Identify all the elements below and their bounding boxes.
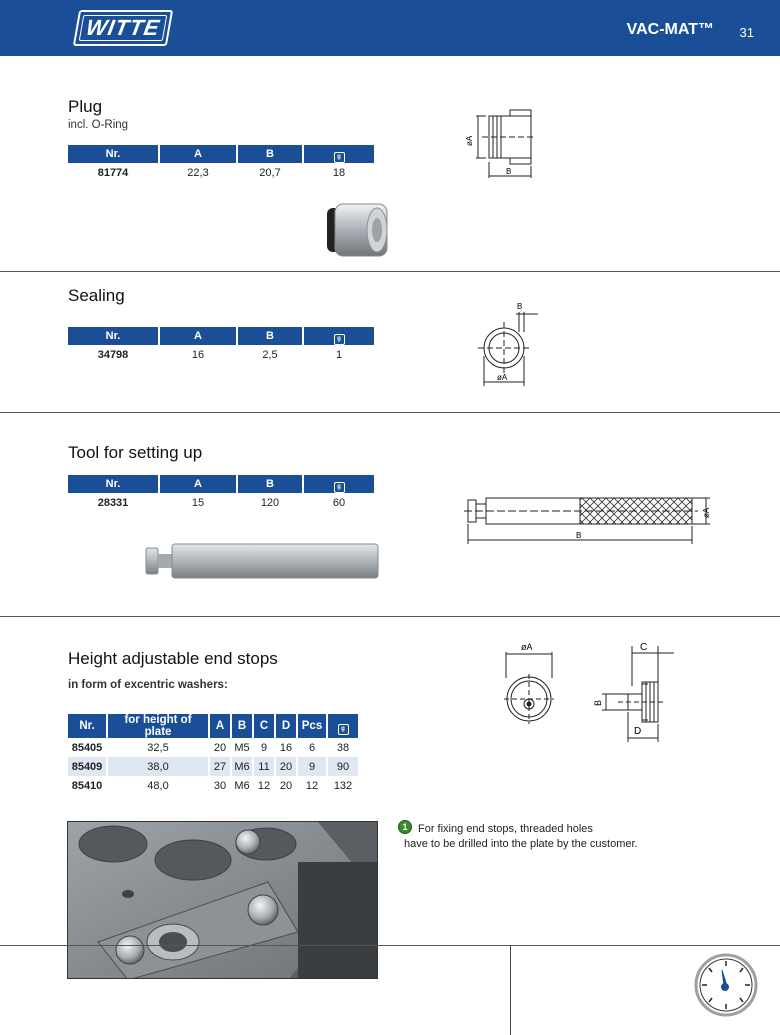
stops-title: Height adjustable end stops (68, 649, 278, 668)
witte-logo (73, 10, 173, 46)
col-nr: Nr. (68, 475, 158, 493)
cell-height: 48,0 (147, 779, 169, 792)
cell-nr: 34798 (97, 348, 129, 361)
plug-subtitle: incl. O-Ring (68, 119, 129, 131)
cell-c: 9 (260, 741, 268, 754)
tool-diagram (462, 490, 712, 548)
cell-a: 16 (191, 348, 205, 361)
cell-c: 12 (257, 779, 271, 792)
table-row (68, 738, 358, 757)
stop-front-diagram (496, 638, 562, 724)
table-header (68, 714, 358, 738)
footer-vertical-divider (510, 946, 511, 1035)
gauge-icon (694, 952, 760, 1018)
cell-weight: 18 (332, 166, 346, 179)
cell-d: 16 (279, 741, 293, 754)
cell-d: 20 (276, 757, 296, 776)
dim-a-label: øA (465, 135, 474, 146)
dim-a-label: øA (497, 373, 508, 382)
cell-b: M6 (232, 757, 252, 776)
col-weight (304, 475, 374, 493)
cell-height: 38,0 (108, 757, 208, 776)
col-weight (304, 327, 374, 345)
cell-b: 2,5 (262, 348, 278, 361)
dim-b-label: B (593, 699, 603, 706)
dim-c-label: C (640, 642, 648, 653)
col-a: A (160, 145, 236, 163)
section-divider (0, 271, 780, 272)
col-b: B (232, 714, 252, 738)
col-b: B (238, 145, 302, 163)
section-divider (0, 616, 780, 617)
stop-side-diagram (588, 638, 678, 744)
sealing-table (66, 327, 376, 364)
end-stops-photo (67, 821, 378, 979)
cell-nr: 85410 (71, 779, 103, 792)
tool-photo (138, 536, 388, 586)
cell-weight: 1 (335, 348, 343, 361)
cell-nr: 85409 (68, 757, 106, 776)
table-header (68, 145, 374, 163)
table-header (68, 475, 374, 493)
plug-table (66, 145, 376, 182)
weight-icon: g (334, 482, 345, 493)
col-pcs: Pcs (298, 714, 326, 738)
fixing-note (404, 822, 638, 852)
cell-a: 15 (191, 496, 205, 509)
sealing-diagram (472, 298, 544, 390)
sealing-title: Sealing (68, 286, 125, 305)
page-number: 31 (739, 25, 754, 40)
table-header (68, 327, 374, 345)
col-a: A (160, 475, 236, 493)
stops-subtitle: in form of excentric washers: (68, 679, 228, 691)
note-line-1: For fixing end stops, threaded holes (418, 823, 593, 835)
stops-table (66, 714, 360, 795)
info-1-icon: 1 (398, 820, 412, 834)
col-weight (304, 145, 374, 163)
cell-pcs: 12 (305, 779, 319, 792)
plug-diagram (462, 104, 542, 182)
dim-b-label: B (576, 531, 582, 540)
table-row (68, 493, 374, 512)
cell-weight: 132 (333, 779, 353, 792)
dim-a-label: øA (521, 642, 533, 652)
cell-nr: 85405 (71, 741, 103, 754)
cell-b: M5 (234, 741, 250, 754)
cell-c: 11 (254, 757, 274, 776)
footer-divider (0, 945, 780, 946)
cell-pcs: 9 (298, 757, 326, 776)
col-nr: Nr. (68, 714, 106, 738)
col-b: B (238, 475, 302, 493)
section-divider (0, 412, 780, 413)
cell-weight: 38 (336, 741, 350, 754)
col-d: D (276, 714, 296, 738)
col-a: A (160, 327, 236, 345)
weight-icon: g (334, 152, 345, 163)
plug-photo (305, 194, 415, 266)
cell-b: 20,7 (259, 166, 281, 179)
weight-icon: g (338, 724, 349, 735)
cell-d: 20 (279, 779, 293, 792)
dim-a-label: øA (702, 507, 711, 518)
col-weight (328, 714, 358, 738)
table-row (68, 776, 358, 795)
cell-b: 120 (260, 496, 280, 509)
cell-pcs: 6 (308, 741, 316, 754)
cell-a: 30 (213, 779, 227, 792)
table-row (68, 345, 374, 364)
col-b: B (238, 327, 302, 345)
logo-text: WITTE (84, 15, 163, 40)
col-nr: Nr. (68, 327, 158, 345)
cell-a: 22,3 (187, 166, 209, 179)
cell-weight: 90 (328, 757, 358, 776)
col-a: A (210, 714, 230, 738)
weight-icon: g (334, 334, 345, 345)
cell-b: M6 (234, 779, 250, 792)
cell-height: 32,5 (147, 741, 169, 754)
col-height: for height of plate (108, 714, 208, 738)
cell-a: 27 (210, 757, 230, 776)
table-row (68, 163, 374, 182)
tool-title: Tool for setting up (68, 443, 203, 462)
page-header (0, 0, 780, 56)
col-nr: Nr. (68, 145, 158, 163)
tool-table (66, 475, 376, 512)
table-row (68, 757, 358, 776)
cell-nr: 28331 (97, 496, 129, 509)
col-c: C (254, 714, 274, 738)
catalog-title: VAC-MAT™ (626, 21, 714, 38)
cell-nr: 81774 (97, 166, 129, 179)
dim-b-label: B (517, 302, 523, 311)
cell-a: 20 (213, 741, 227, 754)
dim-d-label: D (634, 726, 642, 737)
plug-title: Plug (68, 97, 103, 116)
note-line-2: have to be drilled into the plate by the customer. (404, 838, 638, 850)
dim-b-label: B (506, 167, 512, 176)
cell-weight: 60 (332, 496, 346, 509)
